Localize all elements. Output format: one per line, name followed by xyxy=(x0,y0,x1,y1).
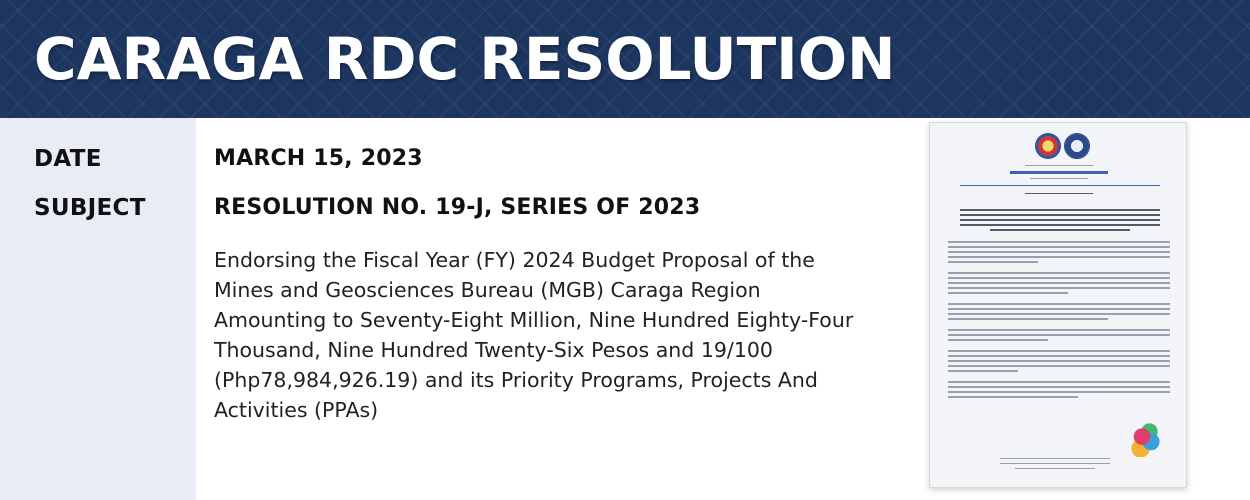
caraga-logo-icon xyxy=(1130,423,1160,457)
date-value: MARCH 15, 2023 xyxy=(214,146,423,171)
doc-text-line xyxy=(948,261,1038,263)
doc-text-line xyxy=(948,256,1170,258)
doc-text-line xyxy=(960,209,1160,211)
doc-text-line xyxy=(948,308,1170,310)
page-title: CARAGA RDC RESOLUTION xyxy=(34,25,896,93)
doc-text-line xyxy=(948,381,1170,383)
doc-text-line xyxy=(948,339,1048,341)
date-label: DATE xyxy=(34,146,102,172)
doc-text-line xyxy=(960,214,1160,216)
header-banner xyxy=(0,0,1250,118)
doc-text-line xyxy=(948,350,1170,352)
doc-text-line xyxy=(1010,171,1108,174)
doc-text-line xyxy=(948,287,1170,289)
doc-text-line xyxy=(948,246,1170,248)
doc-text-line xyxy=(948,391,1170,393)
doc-footer-line xyxy=(1000,463,1110,464)
doc-text-line xyxy=(990,229,1130,231)
doc-text-line xyxy=(948,329,1170,331)
doc-text-line xyxy=(948,313,1170,315)
rdc-seal-icon xyxy=(1064,133,1090,159)
doc-text-line xyxy=(948,277,1170,279)
doc-text-line xyxy=(1025,193,1093,194)
doc-footer-line xyxy=(1015,468,1095,469)
doc-rule xyxy=(960,185,1160,186)
doc-text-line xyxy=(960,224,1160,226)
doc-text-line xyxy=(948,272,1170,274)
doc-text-line xyxy=(948,303,1170,305)
doc-text-line xyxy=(960,219,1160,221)
doc-text-line xyxy=(948,334,1170,336)
philippine-seal-icon xyxy=(1035,133,1061,159)
subject-value: RESOLUTION NO. 19-J, SERIES OF 2023 xyxy=(214,195,701,220)
doc-text-line xyxy=(1030,178,1088,179)
doc-text-line xyxy=(948,318,1108,320)
doc-text-line xyxy=(948,241,1170,243)
resolution-document-image xyxy=(929,122,1187,488)
doc-text-line xyxy=(948,251,1170,253)
doc-text-line xyxy=(948,360,1170,362)
resolution-description: Endorsing the Fiscal Year (FY) 2024 Budget Proposal of the Mines and Geosciences Bureau (MGB) Caraga Region Amounting to Seventy-Eight Million, Nine Hundred Eighty-Four Thousand, Nine Hundred Twenty-Six Pesos and 19/100 (Php78,984,926.19) and its Priority Programs, Projects And Activities (PPAs) xyxy=(214,248,854,422)
doc-text-line xyxy=(948,386,1170,388)
doc-footer-line xyxy=(1000,458,1110,459)
doc-text-line xyxy=(948,282,1170,284)
label-column xyxy=(0,118,196,500)
subject-label: SUBJECT xyxy=(34,195,146,221)
doc-text-line xyxy=(1025,165,1093,166)
doc-text-line xyxy=(948,365,1170,367)
doc-text-line xyxy=(948,370,1018,372)
doc-text-line xyxy=(948,355,1170,357)
doc-text-line xyxy=(948,292,1068,294)
doc-text-line xyxy=(948,396,1078,398)
